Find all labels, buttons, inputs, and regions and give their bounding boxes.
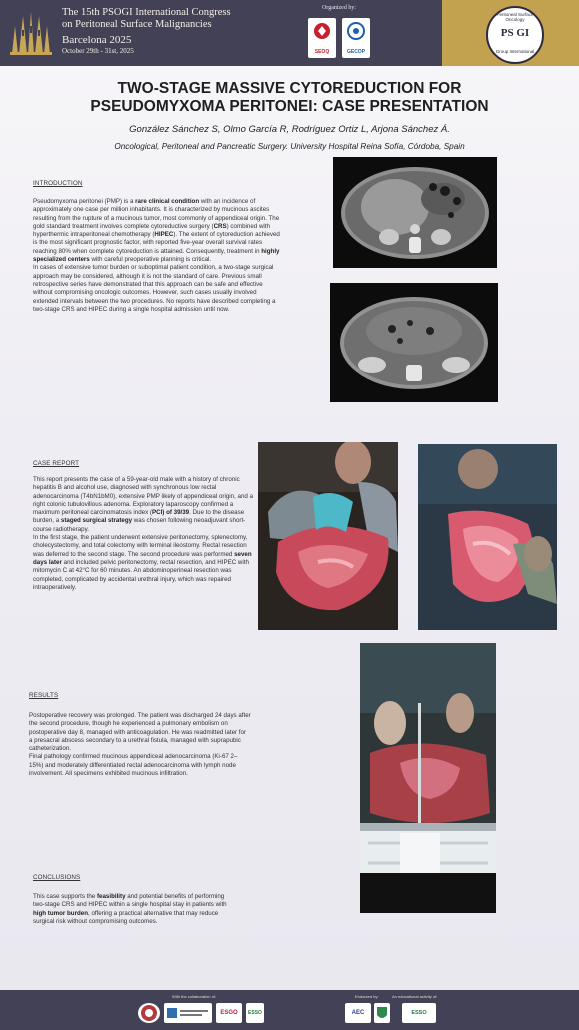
- results-paragraph-2: Final pathology confirmed mucinous appendiceal adenocarcinoma (Ki-67 2–15%) and moderately differentiated rectal adenocarcinoma with lymph node involvement. All specimens exhibited mucinous infiltration.: [29, 753, 238, 778]
- case-text-1: This report presents the case of a 59-year-old male with a history of chronic hepatitis B and alcohol use, diagnosed with synchronous low rectal adenocarcinoma (T4bN1bM0), extensive PMP likely of appendiceal origin, and a right colonic tubulovillous adenoma. Exploratory laparoscopy confirmed a maximum peritoneal carcinomatosis index (: [33, 476, 254, 517]
- crest-icon: [374, 1003, 390, 1023]
- case-text-5: and included pelvic peritonectomy, rectal resection, and HIPEC with mitomycin C at 42°C for 60 minutes. An abdominoperineal resection was completed, complicated by accidental urethral injury, which was repaired intraoperatively.: [33, 558, 249, 591]
- psogi-panel: [442, 0, 579, 66]
- intro-text-3: ) combined with hyperthermic intraperitoneal chemotherapy (: [33, 222, 270, 239]
- seoq-emblem-icon: [308, 18, 336, 46]
- intro-bold-hipec: HIPEC: [154, 231, 174, 239]
- case-text-3: was chosen following neoadjuvant short-course radiotherapy.: [33, 517, 246, 533]
- header-banner: [0, 0, 579, 66]
- intro-bold-crs: CRS: [213, 222, 227, 230]
- educational-label: An educational activity of:: [392, 994, 438, 999]
- congress-title-line1: The 15th PSOGI International Congress: [62, 7, 231, 18]
- case-text-4: In the first stage, the patient underwent extensive peritonectomy, splenectomy, cholecystectomy, and total colectomy with terminal ileostomy. Rectal resection was deferred to the second stage. The second procedure was performed: [33, 534, 248, 558]
- psogi-ring-bottom-text: Group International: [495, 49, 535, 54]
- conclusions-text: [33, 893, 227, 926]
- concl-bold-tumor-burden: high tumor burden: [33, 909, 88, 917]
- introduction-heading: INTRODUCTION: [33, 180, 83, 187]
- ct-scan-image-1: [333, 157, 497, 268]
- concl-text-3: , offering a practical alternative that may reduce surgical risk without compromising outcomes.: [33, 909, 219, 925]
- endorser-logo-2: [374, 1003, 390, 1023]
- case-report-text: [33, 476, 257, 592]
- concl-text-2: and potential benefits of performing two-stage CRS and HIPEC within a single hospital stay in patients with: [33, 893, 227, 909]
- surgical-photo-2: [418, 444, 557, 630]
- endorsed-label: Endorsed by:: [355, 994, 379, 999]
- poster-title-line2: PSEUDOMYXOMA PERITONEI: CASE PRESENTATION: [90, 98, 489, 116]
- intro-text-4: ). The extent of cytoreduction achieved is the most significant prognostic factor, with reported five-year overall survival rates reaching 80% when complete cytoreduction is attained. Consequently, treatment in: [33, 231, 280, 255]
- conclusions-heading: CONCLUSIONS: [33, 874, 81, 881]
- affiliation: Oncological, Peritoneal and Pancreatic Surgery. University Hospital Reina Sofía, Córdoba, Spain: [114, 142, 465, 151]
- congress-city: Barcelona 2025: [62, 34, 132, 47]
- case-bold-pci: PCI) of 39/39: [151, 509, 190, 517]
- esso-logo: ESSO: [246, 1003, 264, 1023]
- poster-title: [20, 80, 559, 116]
- congress-title-line2: on Peritoneal Surface Malignancies: [62, 19, 212, 31]
- psogi-logo: [486, 6, 544, 64]
- results-heading: RESULTS: [29, 692, 59, 699]
- collaboration-label: With the collaboration of:: [172, 994, 217, 999]
- society-logo-icon: [164, 1003, 212, 1023]
- results-paragraph-1: Postoperative recovery was prolonged. The patient was discharged 24 days after the second procedure, though he experienced a pulmonary embolism on postoperative day 8, managed with anticoagulation. He was readmitted later for a presacral abscess secondary to a urethral fistula, managed with suprapubic catheterization.: [29, 712, 251, 753]
- psogi-wordmark: PS GI: [500, 27, 530, 39]
- seoq-name: SEOQ: [314, 49, 330, 55]
- case-report-heading: CASE REPORT: [33, 460, 80, 467]
- concl-text-1: This case supports the: [33, 893, 97, 900]
- surgical-photo-1: [258, 442, 398, 630]
- seal-icon: [138, 1003, 160, 1023]
- seoq-logo: [308, 18, 336, 58]
- introduction-text: [33, 198, 283, 314]
- sagrada-familia-logo: [6, 8, 56, 58]
- authors: González Sánchez S, Olmo García R, Rodríguez Ortiz L, Arjona Sánchez Á.: [129, 124, 450, 135]
- gecop-emblem-icon: [342, 18, 370, 46]
- footer-banner: [0, 990, 579, 1030]
- congress-dates: October 29th - 31st, 2025: [62, 46, 134, 55]
- collab-logo-2: [164, 1003, 212, 1023]
- psogi-ring-top-text: Peritoneal Surface Oncology: [496, 12, 534, 22]
- surgical-photo-3: [360, 643, 496, 913]
- collab-logo-1: [138, 1003, 160, 1023]
- poster-title-line1: TWO-STAGE MASSIVE CYTOREDUCTION FOR: [117, 80, 462, 97]
- gecop-name: GECOP: [346, 49, 366, 55]
- intro-text-1: Pseudomyxoma peritonei (PMP) is a: [33, 198, 136, 205]
- aec-logo: AEC: [345, 1003, 371, 1023]
- organizers-block: [236, 0, 442, 66]
- esso-educational-logo: ESSO: [402, 1003, 436, 1023]
- intro-bold-centers: highly specialized centers: [33, 247, 280, 264]
- intro-paragraph-2: In cases of extensive tumor burden or suboptimal patient condition, a two-stage surgical approach may be considered, although it is not the standard of care. Previous small retrospective series have demonstrated that this approach can be safe and effective without compromising oncologic outcomes. However, such cases usually involved extended intervals between the two procedures. No reports have described completing a two-stage CRS and HIPEC during a single hospital admission until now.: [33, 264, 276, 313]
- case-text-2: . Due to the disease burden, a: [33, 509, 245, 525]
- organized-by-label: Organized by:: [321, 5, 357, 11]
- ct-scan-image-2: [330, 283, 498, 402]
- concl-bold-feasibility: feasibility: [96, 893, 126, 900]
- gecop-logo: [342, 18, 370, 58]
- case-bold-staged: staged surgical strategy: [60, 517, 133, 525]
- intro-text-5: with careful preoperative planning is critical.: [89, 256, 212, 264]
- intro-bold-rare: rare clinical condition: [135, 198, 200, 205]
- results-text: [29, 712, 251, 778]
- case-bold-seven-days: seven days later: [33, 550, 252, 566]
- esgo-logo: ESGO: [216, 1003, 242, 1023]
- intro-text-2: with an incidence of approximately one case per million inhabitants. It is characterized by mucinous ascites resulting from the rupture of a mucinous tumor, most commonly of appendiceal origin. The gold standard treatment involves complete cytoreductive surgery (: [33, 198, 280, 230]
